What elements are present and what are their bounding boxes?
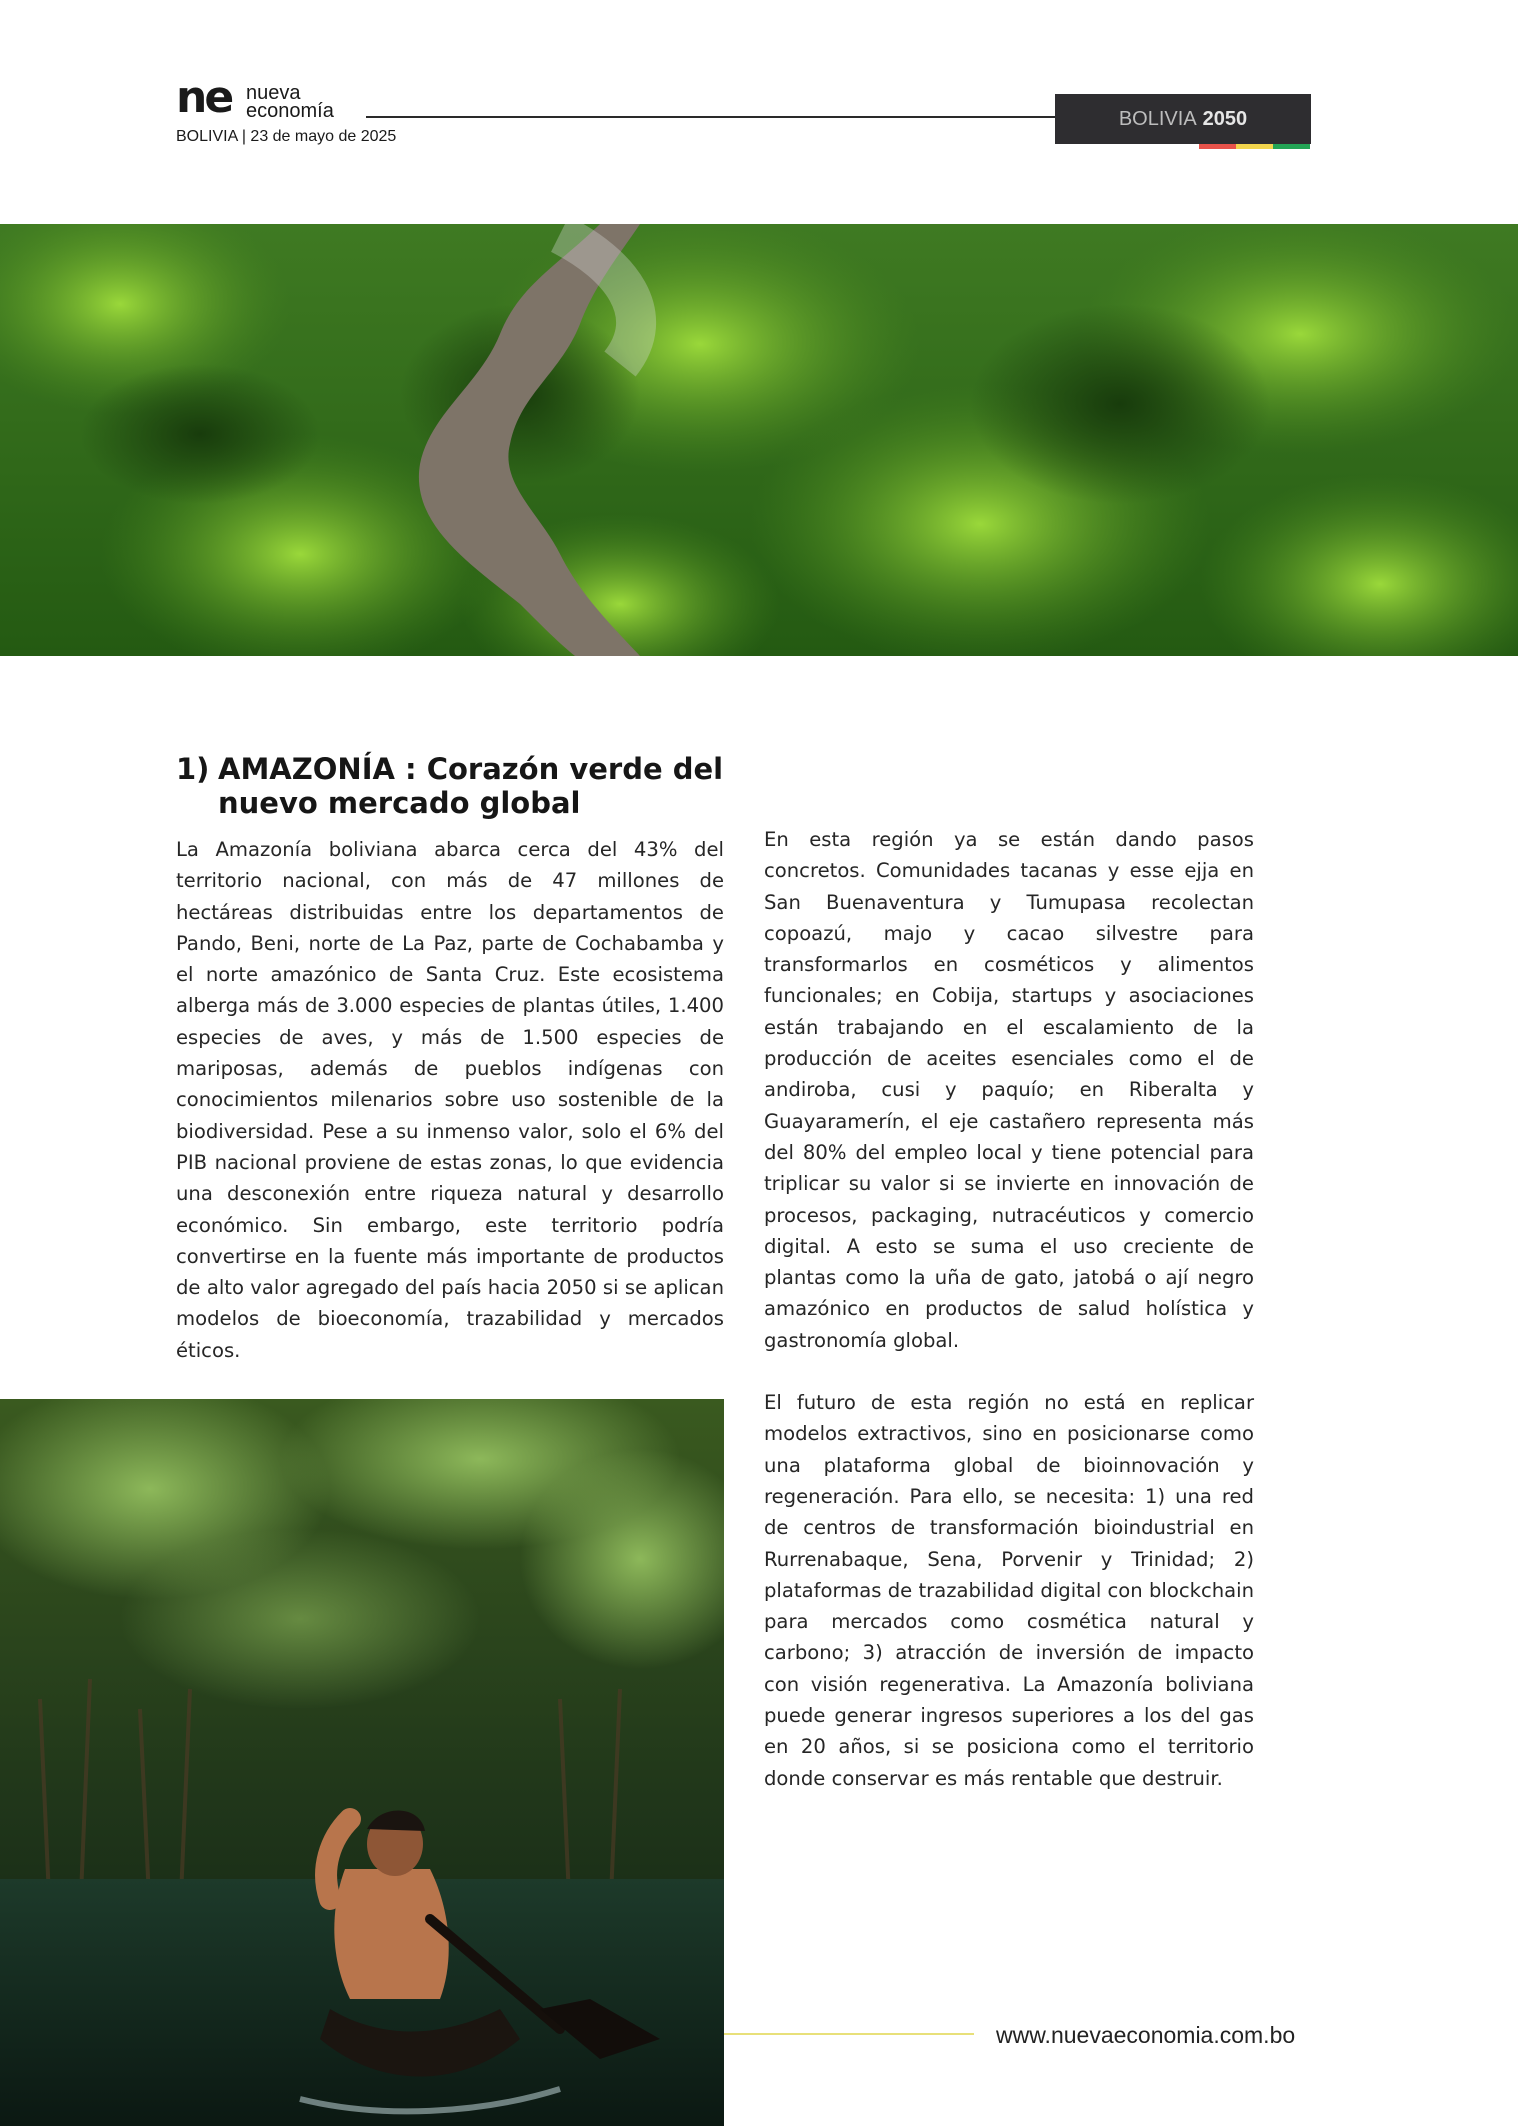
header-divider: [366, 116, 1056, 118]
left-column: [176, 834, 724, 1366]
hero-photo: [0, 224, 1518, 656]
paragraph-intro: La Amazonía boliviana abarca cerca del 43% del territorio nacional, con más de 47 millones de hectáreas distribuidas entre los departamentos de Pando, Beni, norte de La Paz, parte de Cochabamba y el norte amazónico de Santa Cruz. Este ecosistema alberga más de 3.000 especies de plantas útiles, 1.400 especies de aves, y más de 1.500 especies de mariposas, además de pueblos indígenas con conocimientos milenarios sobre uso sostenible de la biodiversidad. Pese a su inmenso valor, solo el 6% del PIB nacional proviene de estas zonas, lo que evidencia una desconexión entre riqueza natural y desarrollo económico. Sin embargo, este territorio podría convertirse en la fuente más importante de productos de alto valor agregado del país hacia 2050 si se aplican modelos de bioeconomía, trazabilidad y mercados éticos.: [176, 838, 724, 1362]
paragraph-current-steps: En esta región ya se están dando pasos concretos. Comunidades tacanas y esse ejja en San Buenaventura y Tumupasa recolectan copoazú, majo y cacao silvestre para transformarlos en cosméticos y alimentos funcionales; en Cobija, startups y asociaciones están trabajando en el escalamiento de la producción de aceites esenciales como el de andiroba, cusi y paquío; en Riberalta y Guayaramerín, el eje castañero representa más del 80% del empleo local y tiene potencial para triplicar su valor si se invierte en innovación de procesos, packaging, nutracéuticos y comercio digital. A esto se suma el uso creciente de plantas como la uña de gato, jatobá o ají negro amazónico en productos de salud holística y gastronomía global.: [764, 828, 1254, 1352]
issue-date: BOLIVIA | 23 de mayo de 2025: [176, 128, 397, 145]
canoe-river-image: [0, 1399, 724, 2126]
right-column: [764, 824, 1254, 1794]
badge-prefix: BOLIVIA: [1118, 107, 1197, 130]
badge-year: 2050: [1202, 107, 1248, 130]
footer-divider: [724, 2033, 974, 2035]
section-number: 1): [176, 752, 210, 786]
paragraph-future: El futuro de esta región no está en replicar modelos extractivos, sino en posicionarse como una plataforma global de bioinnovación y regeneración. Para ello, se necesita: 1) una red de centros de transformación bioindustrial en Rurrenabaque, Sena, Porvenir y Trinidad; 2) plataformas de trazabilidad digital con blockchain para mercados como cosmética natural y carbono; 3) atracción de inversión de impacto con visión regenerativa. La Amazonía boliviana puede generar ingresos superiores a los del gas en 20 años, si se posiciona como el territorio donde conservar es más rentable que destruir.: [764, 1391, 1254, 1790]
article-heading: [176, 752, 736, 820]
canoe-photo: [0, 1399, 724, 2126]
logo-word-1: nueva: [246, 82, 301, 104]
flag-stripe-green: [1273, 144, 1310, 149]
article-title: AMAZONÍA : Corazón verde del nuevo mercado global: [218, 752, 724, 820]
section-badge: [1055, 94, 1311, 144]
logo-mark: ne: [176, 72, 232, 123]
flag-stripe-red: [1199, 144, 1236, 149]
website-link[interactable]: www.nuevaeconomia.com.bo: [996, 2022, 1296, 2048]
aerial-forest-image: [0, 224, 1518, 656]
flag-stripe-yellow: [1236, 144, 1273, 149]
logo-word-2: economía: [246, 100, 334, 122]
logo-wordmark: [246, 84, 334, 120]
